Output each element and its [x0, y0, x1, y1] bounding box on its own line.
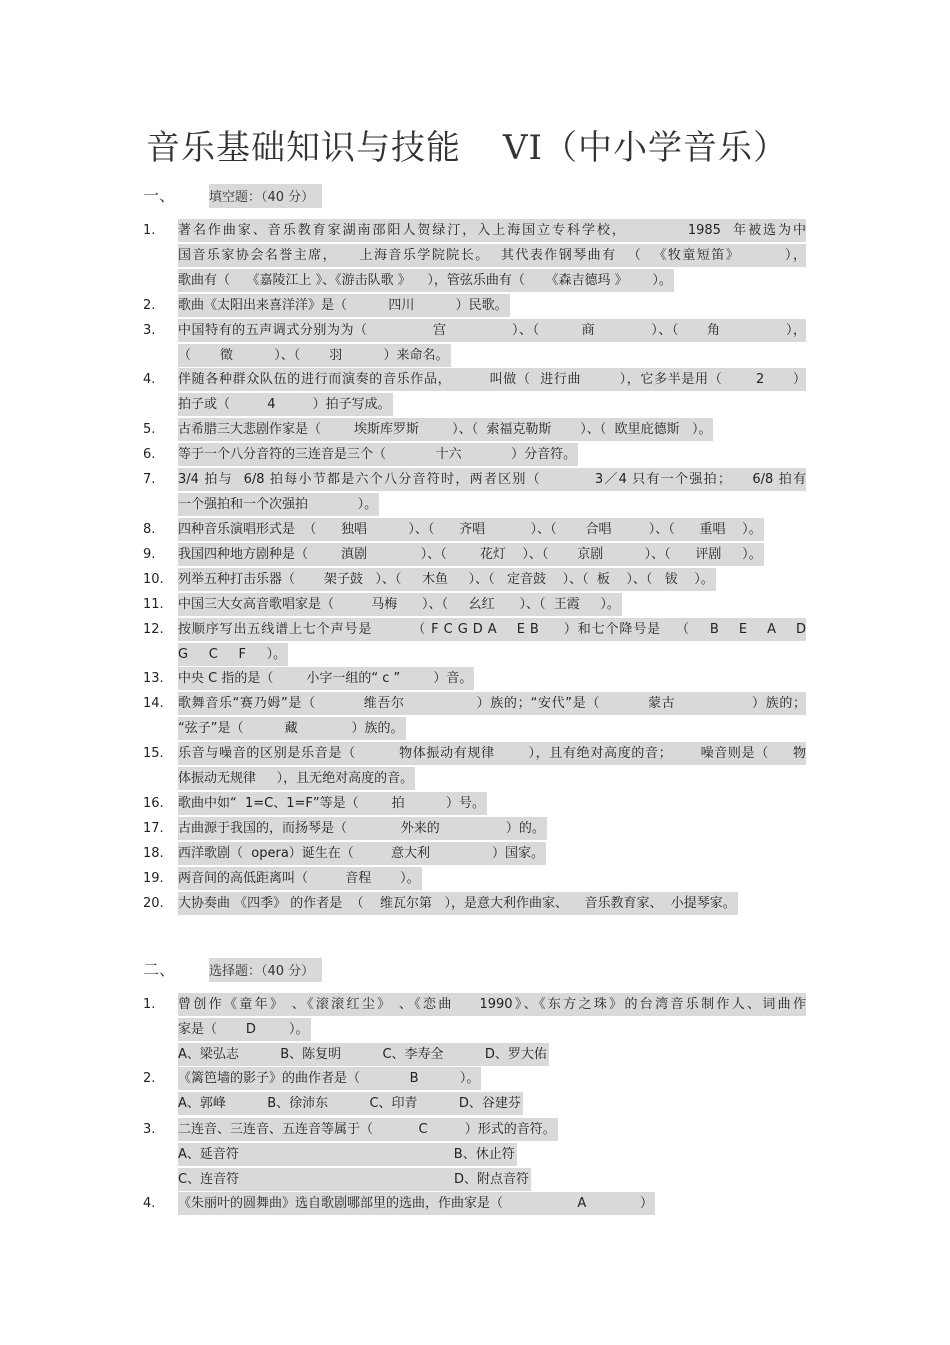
question-line	[178, 443, 806, 466]
question-line	[178, 667, 806, 690]
question-line	[178, 1118, 806, 1141]
question-number: 1.	[143, 997, 156, 1012]
title-suffix: VI（中小学音乐）	[503, 128, 788, 168]
question-line	[178, 1192, 806, 1215]
question-body	[178, 418, 806, 443]
question-number: 2.	[143, 298, 156, 313]
question-number: 8.	[143, 522, 156, 537]
question-text: “弦子”是（ 藏 ）族的。	[178, 717, 406, 740]
question-body	[178, 468, 806, 518]
question-line	[178, 593, 806, 616]
question-text: 我国四种地方剧种是（ 滇剧 ）、（ 花灯 ）、（ 京剧 ）、（ 评剧 ）。	[178, 543, 764, 566]
question-body	[178, 1067, 806, 1117]
question-text: 体振动无规律 ），且无绝对高度的音。	[178, 767, 415, 790]
question-line	[178, 518, 806, 541]
question-body	[178, 892, 806, 917]
answer-options	[178, 1043, 806, 1066]
question-number: 6.	[143, 447, 156, 462]
question-line	[178, 993, 806, 1016]
question-line	[178, 842, 806, 865]
section-label: 选择题：（40 分）	[209, 958, 322, 982]
question-number: 7.	[143, 472, 156, 487]
question-line	[178, 294, 806, 317]
question-line	[178, 468, 806, 491]
question-text: 著名作曲家、音乐教育家湖南邵阳人贺绿汀，入上海国立专科学校， 1985 年被选为中	[178, 219, 806, 242]
question-text: 中央 C 指的是（ 小字一组的“ c ” ）音。	[178, 667, 474, 690]
question-line	[178, 319, 806, 342]
question-body	[178, 568, 806, 593]
question-body	[178, 368, 806, 418]
option-text: A、延音符 B、休止符	[178, 1143, 517, 1166]
question-text: 3/4 拍与 6/8 拍每小节都是六个八分音符时，两者区别（ 3／4 只有一个强拍； 6/8 拍有	[178, 468, 806, 491]
question-text: 拍子或（ 4 ）拍子写成。	[178, 393, 393, 416]
section-2-heading	[143, 957, 322, 982]
question-text: 古曲源于我国的，而扬琴是（ 外来的 ）的。	[178, 817, 547, 840]
question-number: 19.	[143, 871, 164, 886]
question-text: 家是（ D ）。	[178, 1018, 311, 1041]
section-number: 二、	[143, 960, 176, 979]
question-line	[178, 767, 806, 790]
question-text: 歌曲《太阳出来喜洋洋》是（ 四川 ）民歌。	[178, 294, 510, 317]
question-line	[178, 618, 806, 641]
question-line	[178, 418, 806, 441]
question-text: 二连音、三连音、五连音等属于（ C ）形式的音符。	[178, 1118, 558, 1141]
question-body	[178, 294, 806, 319]
question-body	[178, 219, 806, 294]
question-line	[178, 393, 806, 416]
question-body	[178, 817, 806, 842]
title-main: 音乐基础知识与技能	[146, 128, 461, 168]
question-text: 《篱笆墙的影子》的曲作者是（ B ）。	[178, 1067, 481, 1090]
question-line	[178, 742, 806, 765]
question-body	[178, 692, 806, 742]
question-text: 中国特有的五声调式分别为为（ 宫 ）、（ 商 ）、（ 角 ），	[178, 319, 806, 342]
question-text: （ 徵 ）、（ 羽 ）来命名。	[178, 344, 451, 367]
question-text: 四种音乐演唱形式是 （ 独唱 ）、（ 齐唱 ）、（ 合唱 ）、（ 重唱 ）。	[178, 518, 764, 541]
question-line	[178, 717, 806, 740]
option-text: C、连音符 D、附点音符	[178, 1168, 531, 1191]
question-body	[178, 1192, 806, 1217]
question-body	[178, 993, 806, 1068]
question-body	[178, 1118, 806, 1193]
question-text: 伴随各种群众队伍的进行而演奏的音乐作品， 叫做（ 进行曲 ），它多半是用（ 2 ）	[178, 368, 806, 391]
question-number: 14.	[143, 696, 164, 711]
question-text: 《朱丽叶的圆舞曲》选自歌剧哪部里的选曲，作曲家是（ A ）	[178, 1192, 655, 1215]
question-number: 11.	[143, 597, 164, 612]
question-text: 中国三大女高音歌唱家是（ 马梅 ）、（ 幺红 ）、（ 王霞 ）。	[178, 593, 622, 616]
question-line	[178, 792, 806, 815]
question-number: 5.	[143, 422, 156, 437]
question-body	[178, 667, 806, 692]
question-body	[178, 443, 806, 468]
question-body	[178, 593, 806, 618]
section-1-heading	[143, 183, 322, 208]
question-number: 4.	[143, 372, 156, 387]
question-body	[178, 518, 806, 543]
question-text: G C F ）。	[178, 643, 288, 666]
question-text: 一个强拍和一个次强拍 ）。	[178, 493, 379, 516]
question-number: 17.	[143, 821, 164, 836]
question-text: 歌舞音乐“赛乃姆”是（ 维吾尔 ）族的；“安代”是（ 蒙古 ）族的；	[178, 692, 806, 715]
question-number: 16.	[143, 796, 164, 811]
answer-options	[178, 1092, 806, 1115]
question-line	[178, 493, 806, 516]
question-text: 两音间的高低距离叫（ 音程 ）。	[178, 867, 422, 890]
question-line	[178, 244, 806, 267]
question-line	[178, 1018, 806, 1041]
question-text: 乐音与噪音的区别是乐音是（ 物体振动有规律 ），且有绝对高度的音； 噪音则是（ 物	[178, 742, 806, 765]
question-number: 10.	[143, 572, 164, 587]
question-body	[178, 543, 806, 568]
question-body	[178, 842, 806, 867]
question-text: 西洋歌剧（ opera）诞生在（ 意大利 ）国家。	[178, 842, 546, 865]
question-body	[178, 792, 806, 817]
question-text: 大协奏曲 《四季》 的作者是 （ 维瓦尔第 ），是意大利作曲家、 音乐教育家、 小提琴家。	[178, 892, 738, 915]
question-line	[178, 1067, 806, 1090]
question-line	[178, 344, 806, 367]
question-number: 13.	[143, 671, 164, 686]
question-number: 18.	[143, 846, 164, 861]
question-number: 2.	[143, 1071, 156, 1086]
question-text: 歌曲中如“ 1=C、1=F”等是（ 拍 ）号。	[178, 792, 487, 815]
question-text: 列举五种打击乐器（ 架子鼓 ）、（ 木鱼 ）、（ 定音鼓 ）、（ 板 ）、（ 钹 ）。	[178, 568, 716, 591]
section-number: 一、	[143, 186, 176, 205]
section-label: 填空题：（40 分）	[209, 184, 322, 208]
question-number: 3.	[143, 323, 156, 338]
page-title	[146, 120, 788, 169]
question-text: 古希腊三大悲剧作家是（ 埃斯库罗斯 ）、（ 索福克勒斯 ）、（ 欧里庇德斯 ）。	[178, 418, 713, 441]
question-line	[178, 368, 806, 391]
question-number: 12.	[143, 622, 164, 637]
question-number: 9.	[143, 547, 156, 562]
question-text: 按顺序写出五线谱上七个声号是 （ F C G D A E B ）和七个降号是 （ B E A D	[178, 618, 806, 641]
question-number: 1.	[143, 223, 156, 238]
question-line	[178, 867, 806, 890]
option-text: A、梁弘志 B、陈复明 C、李寿全 D、罗大佑	[178, 1043, 549, 1066]
question-number: 3.	[143, 1122, 156, 1137]
question-text: 歌曲有（ 《嘉陵江上 》、《游击队歌 》 ），管弦乐曲有（ 《森吉德玛 》 ）。	[178, 269, 674, 292]
question-body	[178, 319, 806, 369]
question-line	[178, 692, 806, 715]
question-number: 4.	[143, 1196, 156, 1211]
question-line	[178, 219, 806, 242]
question-text: 国音乐家协会名誉主席， 上海音乐学院院长。 其代表作钢琴曲有 （ 《牧童短笛》 ），	[178, 244, 806, 267]
question-line	[178, 543, 806, 566]
question-number: 15.	[143, 746, 164, 761]
question-line	[178, 817, 806, 840]
question-line	[178, 568, 806, 591]
answer-options	[178, 1143, 806, 1166]
question-line	[178, 269, 806, 292]
question-body	[178, 867, 806, 892]
question-line	[178, 643, 806, 666]
question-text: 曾创作《童年》 、《滚滚红尘》 、《恋曲 1990》、《东方之珠》的台湾音乐制作人、词曲作	[178, 993, 806, 1016]
question-line	[178, 892, 806, 915]
question-text: 等于一个八分音符的三连音是三个（ 十六 ）分音符。	[178, 443, 578, 466]
answer-options	[178, 1168, 806, 1191]
option-text: A、郭峰 B、徐沛东 C、印青 D、谷建芬	[178, 1092, 523, 1115]
question-body	[178, 618, 806, 668]
question-number: 20.	[143, 896, 164, 911]
question-body	[178, 742, 806, 792]
